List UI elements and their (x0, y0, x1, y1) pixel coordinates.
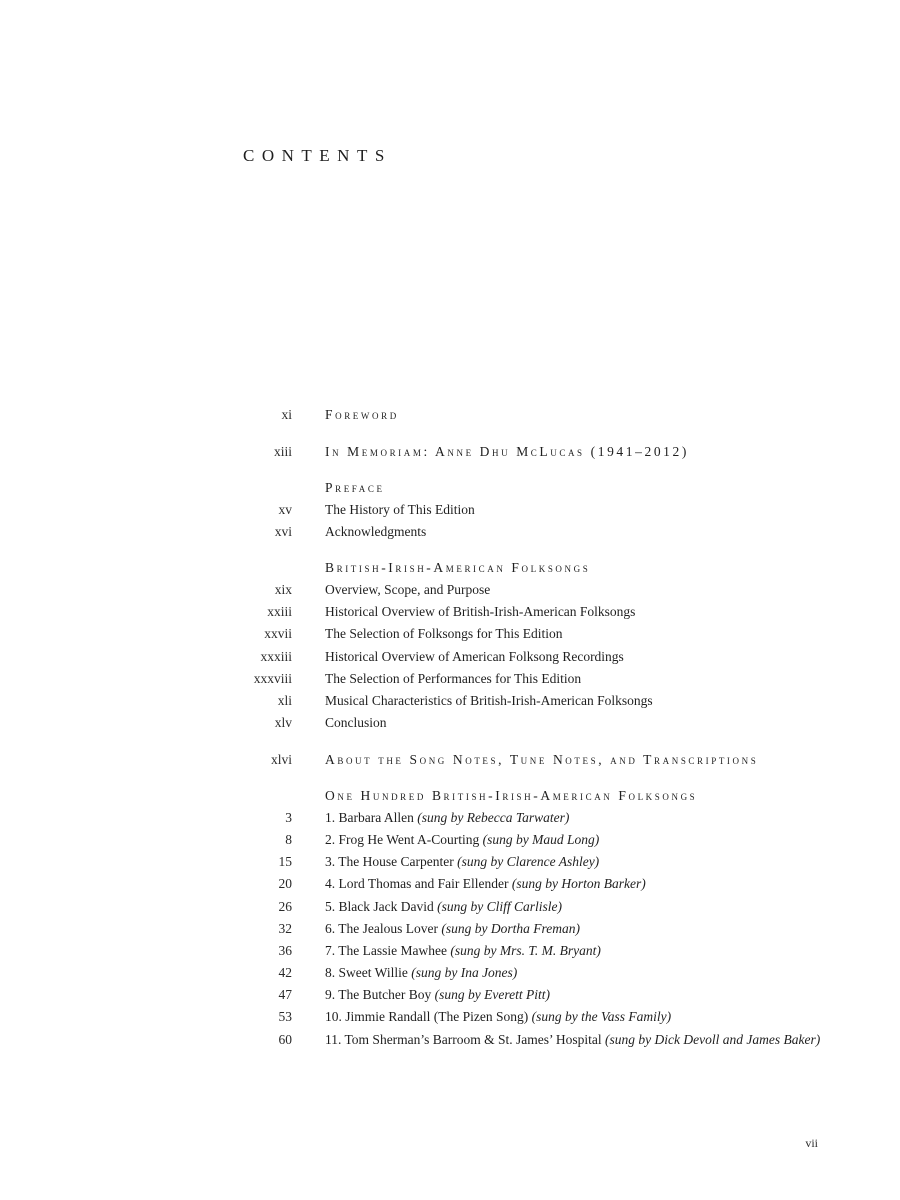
entry-title: In Memoriam: Anne Dhu McLucas (1941–2012) (325, 444, 689, 459)
section-title: British-Irish-American Folksongs (325, 560, 591, 575)
page-number: 60 (278, 1032, 292, 1047)
page-number: xiii (273, 444, 292, 459)
page-number: xxvii (264, 626, 292, 641)
song-title: 7. The Lassie Mawhee (325, 943, 451, 958)
section-heading-one-hundred-folksongs (0, 785, 900, 807)
singer-credit: (sung by Dortha Freman) (441, 921, 580, 936)
song-title-line (325, 807, 569, 829)
toc-entry[interactable] (0, 499, 900, 521)
song-title: 3. The House Carpenter (325, 854, 458, 869)
singer-credit: (sung by Cliff Carlisle) (437, 899, 562, 914)
page-number: 26 (278, 899, 292, 914)
toc-entry-in-memoriam[interactable] (0, 441, 900, 463)
singer-credit: (sung by Clarence Ashley) (457, 854, 600, 869)
entry-title: Acknowledgments (325, 524, 427, 539)
song-title-line (325, 984, 550, 1006)
song-title-line (325, 918, 580, 940)
page-number: xxxiii (260, 649, 292, 664)
song-entry[interactable] (0, 918, 900, 940)
page-number: 20 (278, 876, 292, 891)
toc-entry[interactable] (0, 668, 900, 690)
song-title: 6. The Jealous Lover (325, 921, 442, 936)
entry-title: Musical Characteristics of British-Irish-American Folksongs (325, 693, 653, 708)
page-number: xlvi (270, 752, 292, 767)
singer-credit: (sung by Horton Barker) (511, 876, 646, 891)
page-number: 3 (285, 810, 292, 825)
singer-credit: (sung by Maud Long) (482, 832, 600, 847)
song-title: 10. Jimmie Randall (The Pizen Song) (325, 1009, 532, 1024)
entry-title: About the Song Notes, Tune Notes, and Transcriptions (325, 752, 759, 767)
page-number: 47 (278, 987, 292, 1002)
entry-title: Overview, Scope, and Purpose (325, 582, 491, 597)
section-heading-bia-folksongs (0, 557, 900, 579)
page-number: xlv (274, 715, 292, 730)
song-title: 2. Frog He Went A-Courting (325, 832, 483, 847)
page-number: xix (274, 582, 292, 597)
page-number: 32 (278, 921, 292, 936)
page-number: xvi (274, 524, 292, 539)
page-number: xv (278, 502, 292, 517)
song-title-line (325, 1029, 820, 1051)
entry-title: Foreword (325, 407, 399, 422)
page-number: 15 (278, 854, 292, 869)
entry-title: The History of This Edition (325, 502, 475, 517)
song-entry[interactable] (0, 807, 900, 829)
song-entry[interactable] (0, 1029, 900, 1051)
page-number: xli (277, 693, 292, 708)
song-title: 9. The Butcher Boy (325, 987, 435, 1002)
toc-entry[interactable] (0, 712, 900, 734)
page-number: 42 (278, 965, 292, 980)
toc-entry-about-song-notes[interactable] (0, 749, 900, 771)
toc-entry[interactable] (0, 646, 900, 668)
song-entry[interactable] (0, 962, 900, 984)
singer-credit: (sung by Mrs. T. M. Bryant) (450, 943, 601, 958)
song-title-line (325, 851, 599, 873)
song-title-line (325, 896, 562, 918)
entry-title: The Selection of Performances for This Edition (325, 671, 582, 686)
song-title: 4. Lord Thomas and Fair Ellender (325, 876, 512, 891)
page-number: 8 (285, 832, 292, 847)
singer-credit: (sung by Dick Devoll and James Baker) (605, 1032, 821, 1047)
song-title: 11. Tom Sherman’s Barroom & St. James’ Hospital (325, 1032, 606, 1047)
song-entry[interactable] (0, 940, 900, 962)
toc-entry-foreword[interactable] (0, 404, 900, 426)
song-entry[interactable] (0, 829, 900, 851)
song-entry[interactable] (0, 873, 900, 895)
toc-entry[interactable] (0, 690, 900, 712)
song-title-line (325, 873, 646, 895)
page-title: CONTENTS (243, 146, 392, 165)
section-title: Preface (325, 480, 385, 495)
singer-credit: (sung by Everett Pitt) (434, 987, 550, 1002)
song-entry[interactable] (0, 984, 900, 1006)
toc-entry[interactable] (0, 623, 900, 645)
section-title: One Hundred British-Irish-American Folksongs (325, 788, 698, 803)
page-number: 36 (278, 943, 292, 958)
toc-entry[interactable] (0, 579, 900, 601)
song-title-line (325, 829, 599, 851)
song-title: 1. Barbara Allen (325, 810, 418, 825)
toc-entry[interactable] (0, 521, 900, 543)
song-entry[interactable] (0, 851, 900, 873)
singer-credit: (sung by the Vass Family) (531, 1009, 672, 1024)
song-title-line (325, 940, 601, 962)
page-number: xi (281, 407, 292, 422)
singer-credit: (sung by Rebecca Tarwater) (417, 810, 570, 825)
page-number: 53 (278, 1009, 292, 1024)
song-entry[interactable] (0, 1006, 900, 1028)
page-folio: vii (805, 1136, 818, 1150)
entry-title: Historical Overview of British-Irish-American Folksongs (325, 604, 636, 619)
song-entry[interactable] (0, 896, 900, 918)
page-number: xxxviii (253, 671, 292, 686)
entry-title: Historical Overview of American Folksong Recordings (325, 649, 624, 664)
song-title: 5. Black Jack David (325, 899, 438, 914)
toc-entry[interactable] (0, 601, 900, 623)
entry-title: Conclusion (325, 715, 387, 730)
entry-title: The Selection of Folksongs for This Edition (325, 626, 563, 641)
song-title-line (325, 962, 517, 984)
singer-credit: (sung by Ina Jones) (411, 965, 518, 980)
song-title-line (325, 1006, 671, 1028)
section-heading-preface (0, 477, 900, 499)
song-title: 8. Sweet Willie (325, 965, 412, 980)
page-number: xxiii (267, 604, 292, 619)
